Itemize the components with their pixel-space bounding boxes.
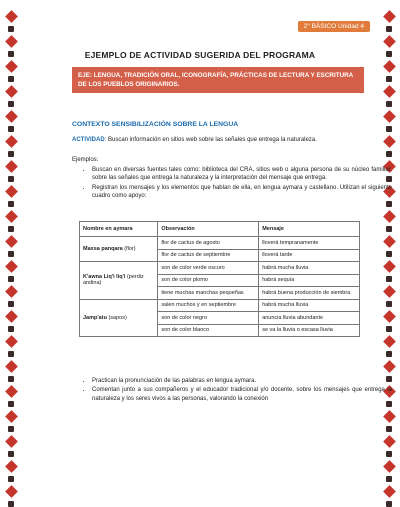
- spanish-name: (flor): [122, 246, 136, 252]
- aymara-name: Maxsa panqara: [83, 246, 123, 252]
- border-motif-icon: [386, 151, 392, 157]
- border-motif-icon: [383, 110, 396, 123]
- border-motif-icon: [386, 326, 392, 332]
- left-decorative-border: [4, 0, 18, 400]
- border-motif-icon: [8, 476, 14, 482]
- message-cell: habrá mucha lluvia: [259, 262, 360, 275]
- border-motif-icon: [383, 485, 396, 498]
- border-motif-icon: [386, 251, 392, 257]
- border-motif-icon: [5, 235, 18, 248]
- border-motif-icon: [5, 185, 18, 198]
- column-header-observation: Observación: [158, 222, 259, 237]
- border-motif-icon: [5, 110, 18, 123]
- border-motif-icon: [383, 60, 396, 73]
- table-row: [80, 262, 360, 275]
- aymara-name-cell: [80, 262, 158, 300]
- border-motif-icon: [5, 10, 18, 23]
- border-motif-icon: [5, 85, 18, 98]
- border-motif-icon: [8, 301, 14, 307]
- spanish-name: (perdiz andina): [83, 274, 144, 287]
- border-motif-icon: [8, 351, 14, 357]
- aymara-name-cell: [80, 237, 158, 262]
- border-motif-icon: [383, 435, 396, 448]
- aymara-name: Jamp'atu: [83, 314, 107, 321]
- activity-label: ACTIVIDAD: [72, 137, 105, 143]
- message-cell: habrá sequía: [259, 274, 360, 287]
- border-motif-icon: [383, 260, 396, 273]
- border-motif-icon: [386, 301, 392, 307]
- border-motif-icon: [8, 326, 14, 332]
- border-motif-icon: [386, 351, 392, 357]
- border-motif-icon: [5, 460, 18, 473]
- message-cell: anuncia lluvia abundante: [259, 312, 360, 325]
- activity-text: : Buscan información en sitios web sobre las señales que entrega la naturaleza.: [104, 137, 317, 143]
- border-motif-icon: [386, 501, 392, 507]
- border-motif-icon: [5, 310, 18, 323]
- table-row: [80, 299, 360, 312]
- border-motif-icon: [8, 426, 14, 432]
- border-motif-icon: [5, 435, 18, 448]
- border-motif-icon: [386, 426, 392, 432]
- section-heading: CONTEXTO SENSIBILIZACIÓN SOBRE LA LENGUA: [72, 121, 239, 128]
- border-motif-icon: [8, 76, 14, 82]
- column-header-aymara: Nombre en aymara: [80, 222, 158, 237]
- aymara-name-cell: [80, 299, 158, 337]
- message-cell: se va la lluvia o escasa lluvia: [259, 324, 360, 337]
- border-motif-icon: [383, 360, 396, 373]
- border-motif-icon: [8, 26, 14, 32]
- border-motif-icon: [383, 210, 396, 223]
- border-motif-icon: [5, 60, 18, 73]
- message-cell: lloverá tarde: [259, 249, 360, 262]
- border-motif-icon: [5, 35, 18, 48]
- border-motif-icon: [383, 410, 396, 423]
- observation-cell: flor de cactus de agosto: [158, 237, 259, 250]
- border-motif-icon: [386, 451, 392, 457]
- border-motif-icon: [8, 251, 14, 257]
- border-motif-icon: [5, 210, 18, 223]
- border-motif-icon: [386, 101, 392, 107]
- observation-cell: son de color blanco: [158, 324, 259, 337]
- observation-cell: son de color plomo: [158, 274, 259, 287]
- border-motif-icon: [5, 285, 18, 298]
- border-motif-icon: [383, 35, 396, 48]
- border-motif-icon: [386, 476, 392, 482]
- grade-unit-badge: 2° BÁSICO Unidad 4: [298, 21, 370, 32]
- border-motif-icon: [5, 260, 18, 273]
- border-motif-icon: [5, 385, 18, 398]
- border-motif-icon: [383, 10, 396, 23]
- border-motif-icon: [386, 26, 392, 32]
- list-item: • Comentan junto a sus compañeros y el educador tradicional y/o docente, sobre los mensajes que entrega la naturaleza y los seres vivos a las personas, valorando la conexión: [92, 386, 392, 403]
- border-motif-icon: [383, 460, 396, 473]
- border-motif-icon: [386, 76, 392, 82]
- border-motif-icon: [5, 335, 18, 348]
- observation-cell: tiene muchas manchas pequeñas: [158, 287, 259, 300]
- column-header-message: Mensaje: [259, 222, 360, 237]
- border-motif-icon: [386, 276, 392, 282]
- observation-cell: son de color verde oscuro: [158, 262, 259, 275]
- border-motif-icon: [8, 451, 14, 457]
- border-motif-icon: [383, 135, 396, 148]
- border-motif-icon: [383, 235, 396, 248]
- vocabulary-table: [79, 221, 360, 337]
- border-motif-icon: [8, 176, 14, 182]
- border-motif-icon: [8, 276, 14, 282]
- observation-cell: salen muchos y en septiembre: [158, 299, 259, 312]
- border-motif-icon: [383, 310, 396, 323]
- spanish-name: (sapos): [106, 314, 127, 321]
- border-motif-icon: [8, 201, 14, 207]
- observation-cell: son de color negro: [158, 312, 259, 325]
- page-title: EJEMPLO DE ACTIVIDAD SUGERIDA DEL PROGRAMA: [84, 50, 316, 60]
- aymara-name: K'awna Liq'i liq'i: [83, 274, 126, 281]
- message-cell: habrá mucha lluvia: [259, 299, 360, 312]
- table-header-row: [80, 222, 360, 237]
- list-item: • Registran los mensajes y los elementos que hablan de ella, en lengua aymara y castellano. Utilizan el siguiente cuadro como apoyo:: [92, 184, 392, 201]
- border-motif-icon: [8, 501, 14, 507]
- eje-banner: EJE: LENGUA, TRADICIÓN ORAL, ICONOGRAFÍA, PRÁCTICAS DE LECTURA Y ESCRITURA DE LOS PUEBLOS ORIGINARIOS.: [72, 67, 364, 93]
- list-item: • Buscan en diversas fuentes tales como: biblioteca del CRA, sitios web o alguna persona de su núcleo familiar, sobre las señales que entrega la naturaleza y la interpretación del mensaje que entrega.: [92, 166, 392, 183]
- border-motif-icon: [8, 376, 14, 382]
- border-motif-icon: [5, 160, 18, 173]
- border-motif-icon: [386, 201, 392, 207]
- border-motif-icon: [383, 285, 396, 298]
- border-motif-icon: [386, 126, 392, 132]
- border-motif-icon: [8, 151, 14, 157]
- message-cell: lloverá tempranamente: [259, 237, 360, 250]
- border-motif-icon: [386, 226, 392, 232]
- examples-label: Ejemplos:: [72, 157, 99, 163]
- border-motif-icon: [383, 335, 396, 348]
- list-item: • Practican la pronunciación de las palabras en lengua aymara.: [92, 377, 392, 385]
- observation-cell: flor de cactus de septiembre: [158, 249, 259, 262]
- border-motif-icon: [8, 101, 14, 107]
- border-motif-icon: [383, 85, 396, 98]
- border-motif-icon: [5, 410, 18, 423]
- border-motif-icon: [8, 126, 14, 132]
- border-motif-icon: [5, 485, 18, 498]
- activity-statement: [72, 137, 372, 143]
- border-motif-icon: [5, 135, 18, 148]
- message-cell: habrá buena producción de siembra: [259, 287, 360, 300]
- border-motif-icon: [8, 226, 14, 232]
- examples-list-top: [72, 166, 392, 201]
- border-motif-icon: [5, 360, 18, 373]
- table-row: [80, 237, 360, 250]
- border-motif-icon: [8, 401, 14, 407]
